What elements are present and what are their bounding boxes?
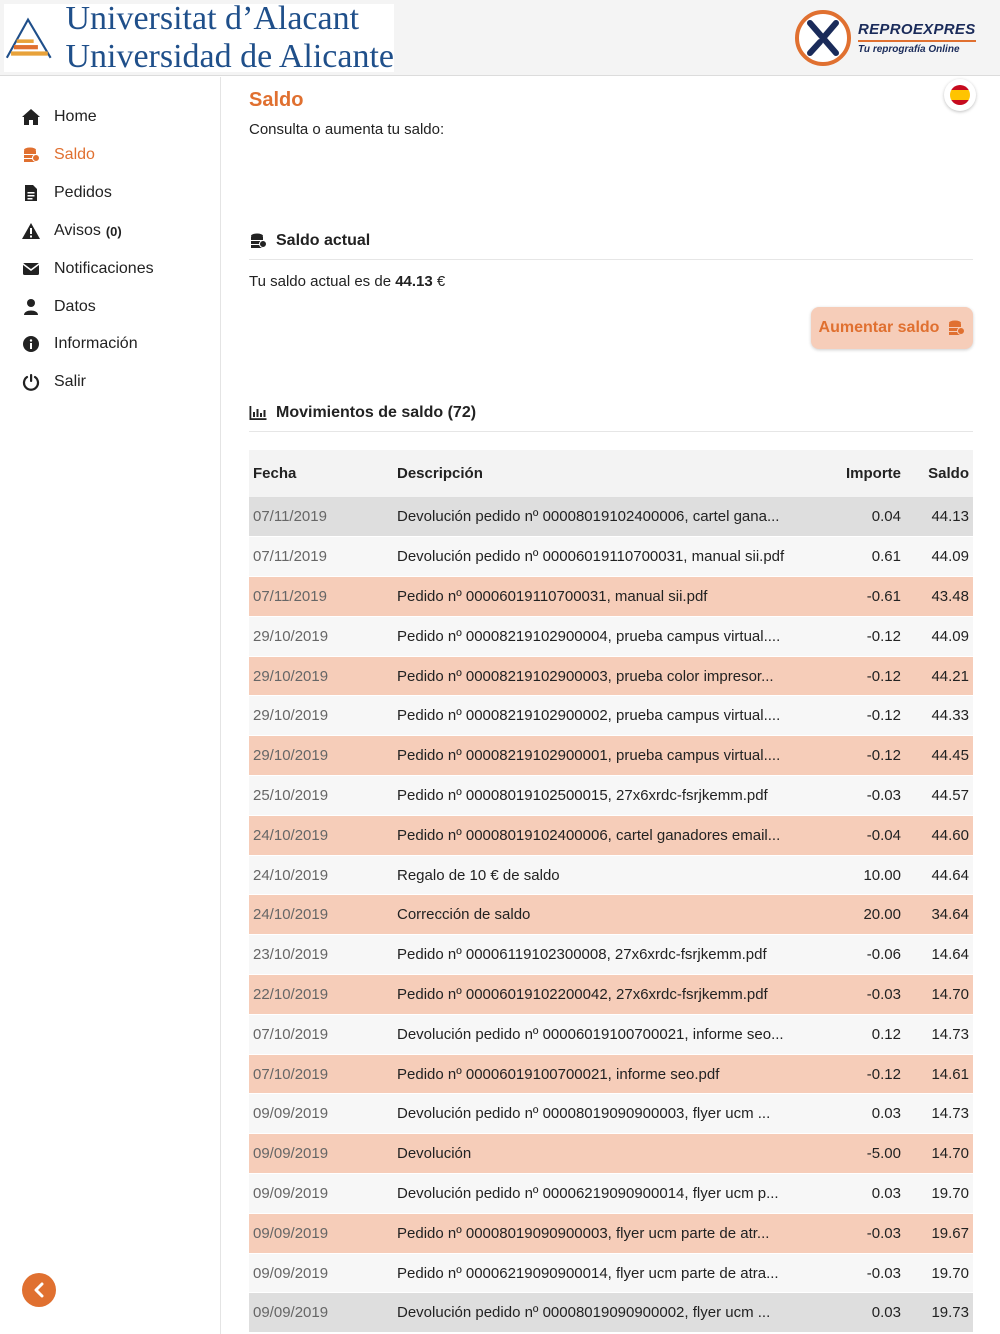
main-content — [222, 77, 1000, 1334]
cell-saldo: 44.13 — [905, 497, 973, 537]
table-row[interactable] — [249, 497, 973, 537]
cell-fecha: 23/10/2019 — [249, 935, 393, 975]
university-emblem-icon — [4, 4, 53, 72]
cell-fecha: 07/10/2019 — [249, 1054, 393, 1094]
cell-importe: 0.12 — [829, 1014, 905, 1054]
cell-importe: 0.61 — [829, 537, 905, 577]
table-header-row — [249, 450, 973, 497]
cell-importe: -0.03 — [829, 975, 905, 1015]
cell-saldo: 19.73 — [905, 1293, 973, 1333]
chevron-left-icon — [31, 1282, 47, 1298]
increase-balance-button[interactable] — [811, 307, 973, 349]
reproexpres-emblem-icon — [794, 9, 852, 67]
cell-fecha: 09/09/2019 — [249, 1094, 393, 1134]
sidebar-item-informacion[interactable] — [20, 329, 138, 359]
cell-saldo: 44.45 — [905, 736, 973, 776]
cell-importe: -0.61 — [829, 577, 905, 617]
university-name — [65, 0, 394, 76]
cell-importe: -0.12 — [829, 1054, 905, 1094]
cell-descripcion: Pedido nº 00008219102900001, prueba campus virtual.... — [393, 736, 829, 776]
cell-saldo: 43.48 — [905, 577, 973, 617]
reproexpres-logo[interactable] — [794, 8, 980, 68]
column-header-importe[interactable]: Importe — [829, 450, 905, 497]
increase-balance-label: Aumentar saldo — [818, 319, 940, 336]
spain-flag-icon — [950, 85, 970, 105]
sidebar-item-notificaciones[interactable] — [20, 254, 154, 284]
cell-saldo: 14.73 — [905, 1094, 973, 1134]
header — [0, 0, 1000, 76]
cell-descripcion: Pedido nº 00008019102500015, 27x6xrdc-fsrjkemm.pdf — [393, 776, 829, 816]
sidebar-item-label: Información — [54, 335, 138, 352]
cell-importe: 10.00 — [829, 855, 905, 895]
sidebar-item-label: Avisos — [54, 222, 101, 239]
envelope-icon — [20, 258, 42, 280]
cell-importe: -0.12 — [829, 656, 905, 696]
page-subtitle: Consulta o aumenta tu saldo: — [249, 121, 445, 138]
bar-chart-icon — [249, 403, 269, 423]
cell-fecha: 29/10/2019 — [249, 696, 393, 736]
cell-saldo: 14.70 — [905, 1134, 973, 1174]
cell-saldo: 34.64 — [905, 895, 973, 935]
cell-importe: -0.12 — [829, 736, 905, 776]
language-selector[interactable] — [944, 79, 976, 111]
cell-descripcion: Corrección de saldo — [393, 895, 829, 935]
university-logo[interactable] — [4, 0, 394, 75]
sidebar — [0, 77, 221, 1334]
cell-descripcion: Devolución pedido nº 00006019100700021, informe seo... — [393, 1014, 829, 1054]
power-icon — [20, 371, 42, 393]
info-icon — [20, 333, 42, 355]
sidebar-item-label: Saldo — [54, 146, 95, 163]
cell-fecha: 09/09/2019 — [249, 1174, 393, 1214]
table-row[interactable] — [249, 855, 973, 895]
coins-icon — [947, 319, 965, 337]
cell-importe: -0.06 — [829, 935, 905, 975]
table-row[interactable] — [249, 656, 973, 696]
cell-descripcion: Devolución pedido nº 00008019102400006, cartel gana... — [393, 497, 829, 537]
cell-descripcion: Pedido nº 00006219090900014, flyer ucm parte de atra... — [393, 1253, 829, 1293]
sidebar-item-pedidos[interactable] — [20, 178, 112, 208]
movements-table-body — [249, 497, 973, 1333]
balance-prefix: Tu saldo actual es de — [249, 273, 396, 290]
balance-currency: € — [432, 273, 446, 290]
cell-saldo: 44.64 — [905, 855, 973, 895]
balance-text — [249, 273, 445, 290]
column-header-saldo[interactable]: Saldo — [905, 450, 973, 497]
cell-saldo: 19.70 — [905, 1253, 973, 1293]
cell-saldo: 44.33 — [905, 696, 973, 736]
cell-saldo: 14.61 — [905, 1054, 973, 1094]
cell-saldo: 44.09 — [905, 616, 973, 656]
cell-importe: -0.04 — [829, 815, 905, 855]
user-icon — [20, 296, 42, 318]
cell-saldo: 14.73 — [905, 1014, 973, 1054]
table-row[interactable] — [249, 1094, 973, 1134]
table-row[interactable] — [249, 1054, 973, 1094]
current-balance-heading — [249, 231, 973, 260]
sidebar-item-label: Salir — [54, 373, 87, 390]
cell-descripcion: Pedido nº 00006019100700021, informe seo.pdf — [393, 1054, 829, 1094]
cell-fecha: 24/10/2019 — [249, 815, 393, 855]
column-header-fecha[interactable]: Fecha — [249, 450, 393, 497]
cell-descripcion: Devolución pedido nº 00008019090900002, flyer ucm ... — [393, 1293, 829, 1333]
cell-saldo: 19.67 — [905, 1213, 973, 1253]
cell-saldo: 44.21 — [905, 656, 973, 696]
cell-importe: 0.03 — [829, 1174, 905, 1214]
page-title: Saldo — [249, 89, 304, 111]
university-name-valencian: Universitat d’Alacant — [65, 0, 360, 37]
cell-descripcion: Devolución pedido nº 00006219090900014, flyer ucm p... — [393, 1174, 829, 1214]
table-row[interactable] — [249, 696, 973, 736]
cell-descripcion: Regalo de 10 € de saldo — [393, 855, 829, 895]
cell-descripcion: Pedido nº 00008019090900003, flyer ucm parte de atr... — [393, 1213, 829, 1253]
brand-title: REPROEXPRES — [858, 21, 976, 42]
cell-fecha: 07/11/2019 — [249, 537, 393, 577]
sidebar-item-salir[interactable] — [20, 367, 86, 397]
cell-fecha: 22/10/2019 — [249, 975, 393, 1015]
cell-descripcion: Pedido nº 00008219102900004, prueba campus virtual.... — [393, 616, 829, 656]
university-name-spanish: Universidad de Alicante — [65, 38, 394, 75]
table-row[interactable] — [249, 895, 973, 935]
table-row[interactable] — [249, 577, 973, 617]
cell-importe: -0.03 — [829, 776, 905, 816]
cell-descripcion: Devolución — [393, 1134, 829, 1174]
cell-fecha: 29/10/2019 — [249, 616, 393, 656]
movements-table — [249, 450, 973, 1333]
cell-fecha: 29/10/2019 — [249, 656, 393, 696]
column-header-descripcion[interactable]: Descripción — [393, 450, 829, 497]
cell-fecha: 09/09/2019 — [249, 1134, 393, 1174]
cell-saldo: 44.60 — [905, 815, 973, 855]
cell-descripcion: Pedido nº 00008019102400006, cartel ganadores email... — [393, 815, 829, 855]
balance-value: 44.13 — [395, 273, 433, 290]
table-row[interactable] — [249, 975, 973, 1015]
avisos-count-badge: (0) — [105, 223, 122, 239]
cell-importe: -0.12 — [829, 696, 905, 736]
cell-importe: 0.04 — [829, 497, 905, 537]
table-row[interactable] — [249, 1134, 973, 1174]
cell-fecha: 07/11/2019 — [249, 497, 393, 537]
coins-icon — [249, 231, 269, 251]
cell-saldo: 19.70 — [905, 1174, 973, 1214]
table-row[interactable] — [249, 616, 973, 656]
cell-fecha: 25/10/2019 — [249, 776, 393, 816]
warning-icon — [20, 220, 42, 242]
collapse-sidebar-button[interactable] — [22, 1273, 56, 1307]
cell-saldo: 14.70 — [905, 975, 973, 1015]
table-row[interactable] — [249, 935, 973, 975]
cell-fecha: 09/09/2019 — [249, 1213, 393, 1253]
brand-subtitle: Tu reprografía Online — [858, 44, 960, 55]
cell-fecha: 09/09/2019 — [249, 1253, 393, 1293]
cell-importe: -0.03 — [829, 1213, 905, 1253]
cell-fecha: 09/09/2019 — [249, 1293, 393, 1333]
table-row[interactable] — [249, 736, 973, 776]
table-row[interactable] — [249, 1213, 973, 1253]
table-row[interactable] — [249, 776, 973, 816]
cell-importe: 0.03 — [829, 1094, 905, 1134]
table-row[interactable] — [249, 1174, 973, 1214]
home-icon — [20, 106, 42, 128]
table-row[interactable] — [249, 1014, 973, 1054]
cell-importe: 0.03 — [829, 1293, 905, 1333]
cell-importe: -0.12 — [829, 616, 905, 656]
cell-fecha: 07/11/2019 — [249, 577, 393, 617]
cell-fecha: 29/10/2019 — [249, 736, 393, 776]
table-row[interactable] — [249, 537, 973, 577]
sidebar-item-home[interactable] — [20, 102, 97, 132]
cell-descripcion: Devolución pedido nº 00008019090900003, flyer ucm ... — [393, 1094, 829, 1134]
cell-importe: -5.00 — [829, 1134, 905, 1174]
table-row[interactable] — [249, 815, 973, 855]
section-title: Movimientos de saldo (72) — [276, 404, 477, 421]
sidebar-item-label: Datos — [54, 298, 96, 315]
cell-importe: -0.03 — [829, 1253, 905, 1293]
table-row[interactable] — [249, 1253, 973, 1293]
table-row[interactable] — [249, 1293, 973, 1333]
cell-descripcion: Devolución pedido nº 00006019110700031, manual sii.pdf — [393, 537, 829, 577]
sidebar-item-label: Pedidos — [54, 184, 112, 201]
sidebar-item-avisos[interactable] — [20, 216, 122, 246]
cell-importe: 20.00 — [829, 895, 905, 935]
cell-descripcion: Pedido nº 00006019102200042, 27x6xrdc-fsrjkemm.pdf — [393, 975, 829, 1015]
cell-descripcion: Pedido nº 00008219102900003, prueba color impresor... — [393, 656, 829, 696]
cell-descripcion: Pedido nº 00006019110700031, manual sii.pdf — [393, 577, 829, 617]
cell-saldo: 44.57 — [905, 776, 973, 816]
cell-fecha: 24/10/2019 — [249, 895, 393, 935]
section-title: Saldo actual — [276, 232, 371, 249]
file-icon — [20, 182, 42, 204]
movements-heading — [249, 403, 973, 432]
cell-fecha: 07/10/2019 — [249, 1014, 393, 1054]
sidebar-item-saldo[interactable] — [20, 140, 95, 170]
cell-fecha: 24/10/2019 — [249, 855, 393, 895]
cell-descripcion: Pedido nº 00006119102300008, 27x6xrdc-fsrjkemm.pdf — [393, 935, 829, 975]
cell-descripcion: Pedido nº 00008219102900002, prueba campus virtual.... — [393, 696, 829, 736]
sidebar-item-datos[interactable] — [20, 292, 96, 322]
coins-icon — [20, 144, 42, 166]
cell-saldo: 14.64 — [905, 935, 973, 975]
sidebar-item-label: Notificaciones — [54, 260, 154, 277]
sidebar-item-label: Home — [54, 108, 97, 125]
cell-saldo: 44.09 — [905, 537, 973, 577]
